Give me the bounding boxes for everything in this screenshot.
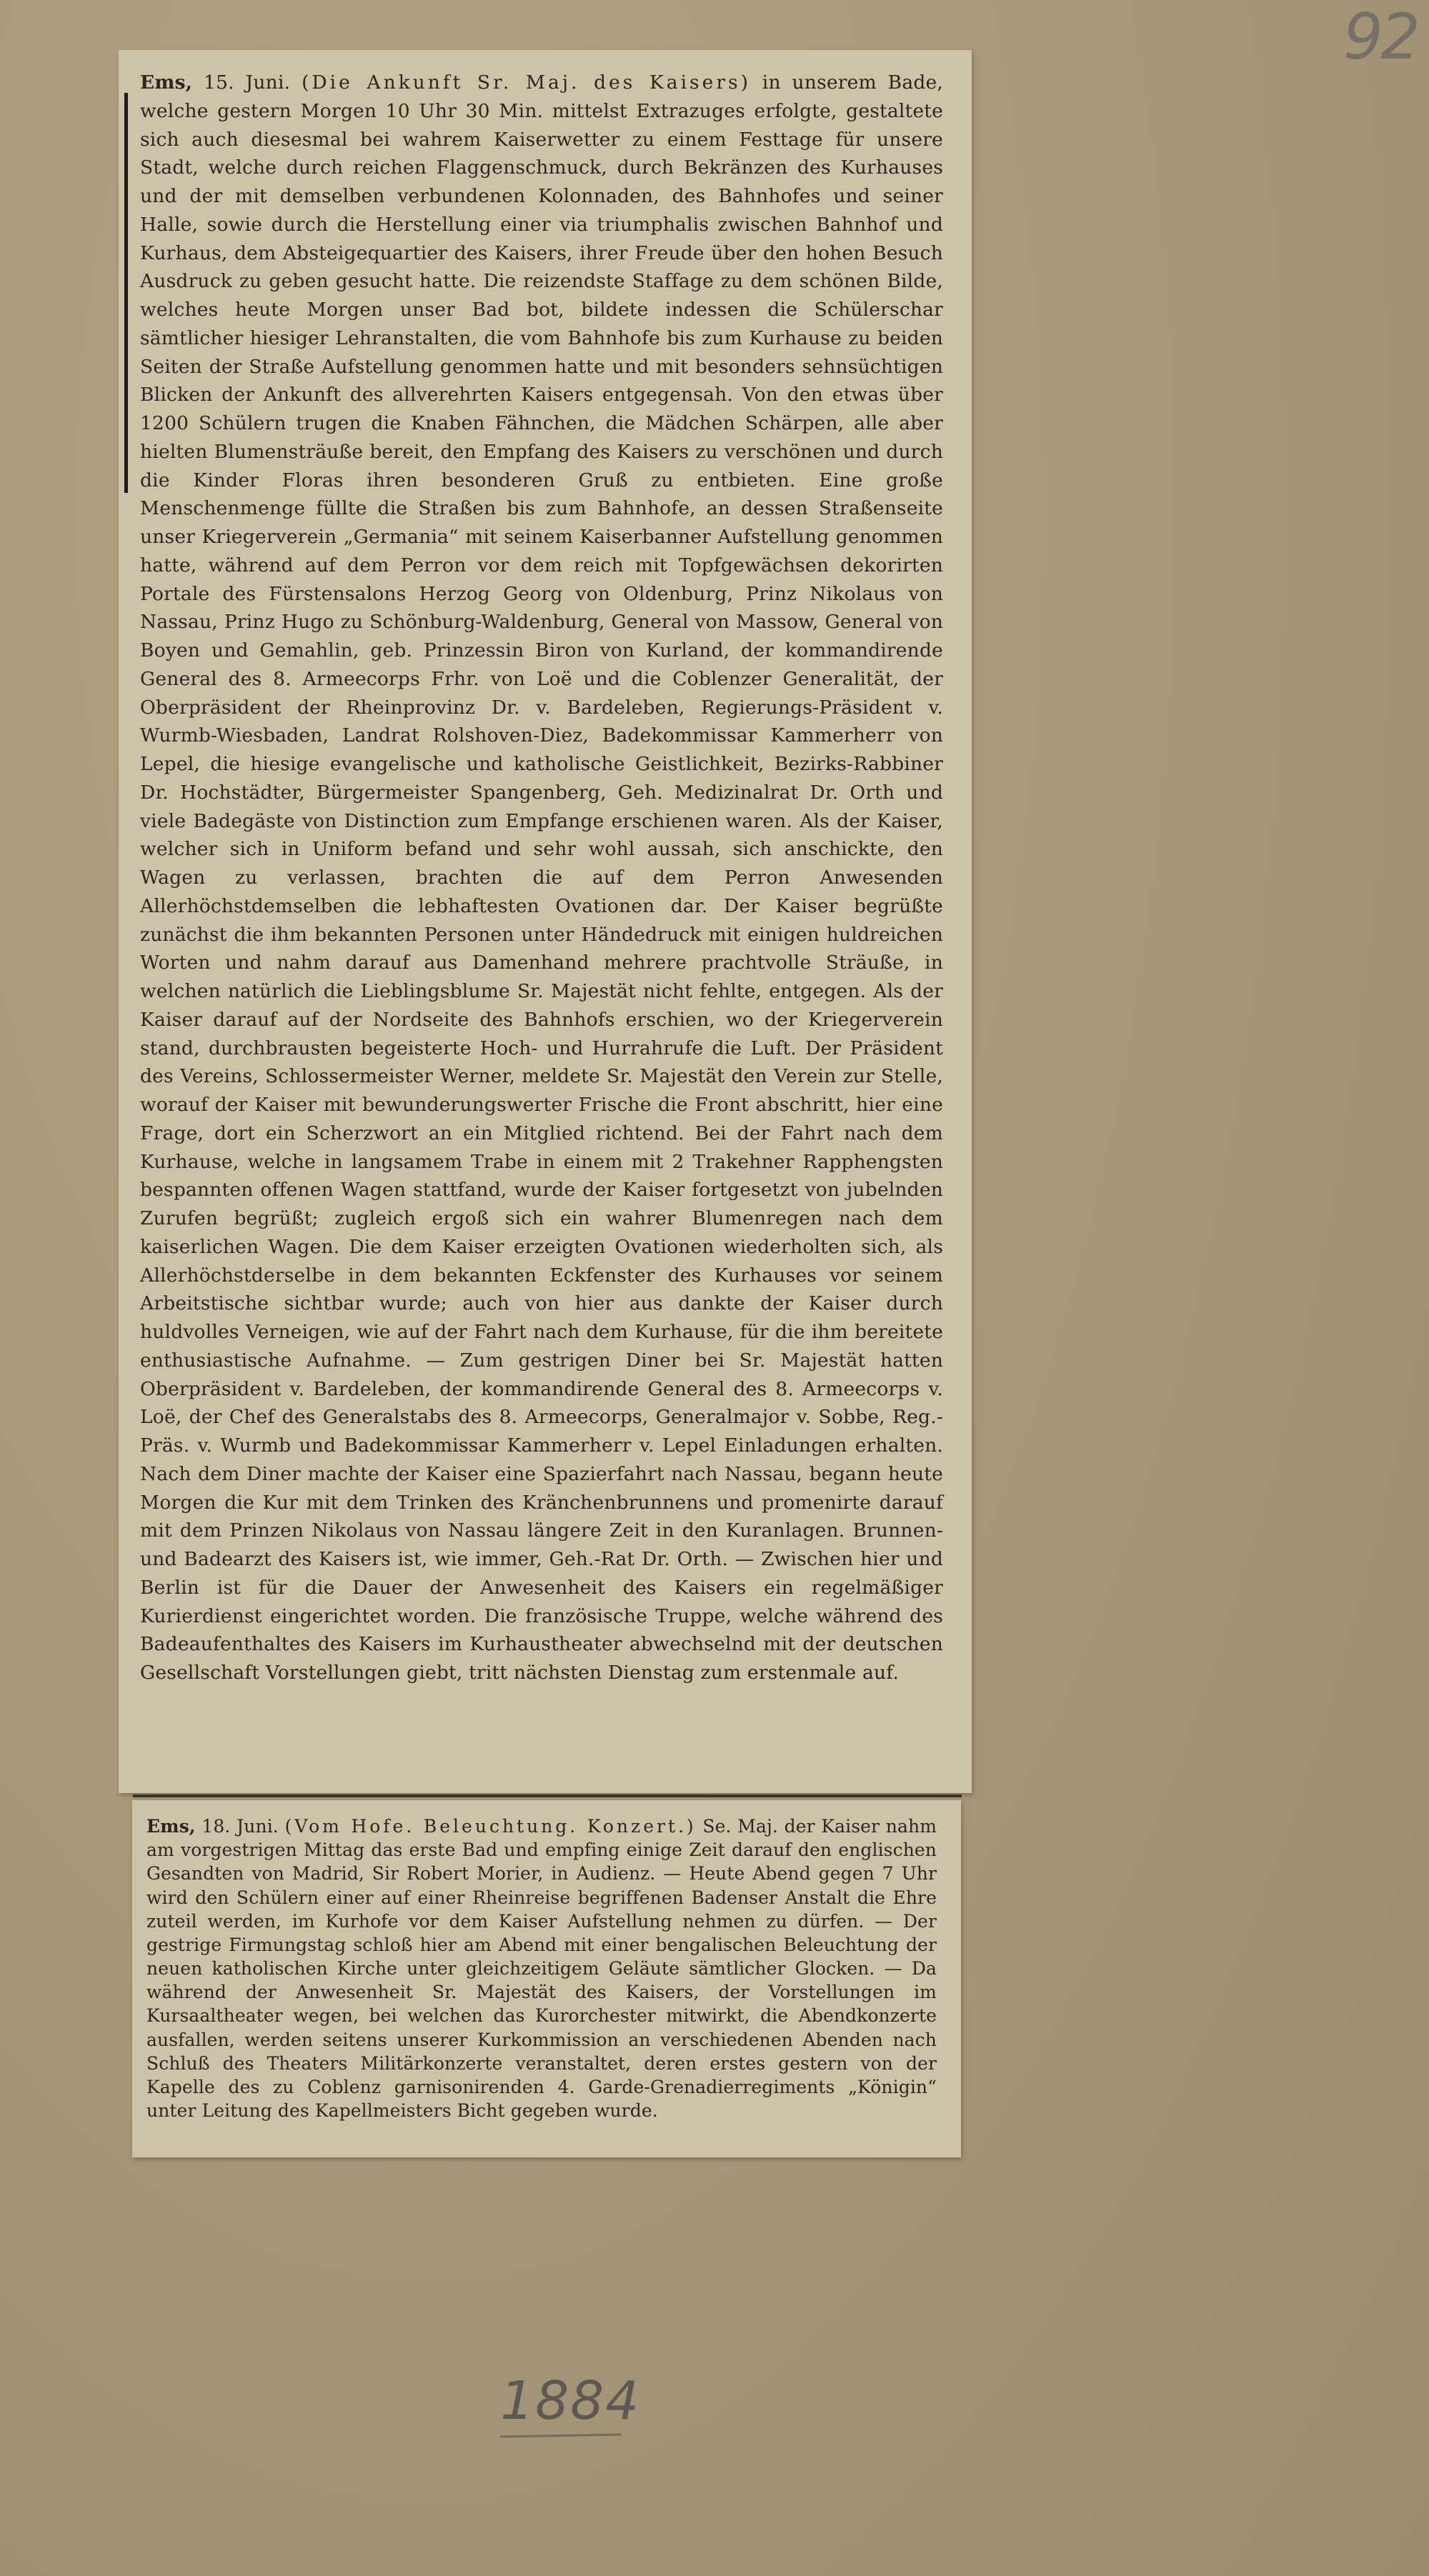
handwritten-year: 1884	[500, 2370, 641, 2432]
article-1-body: in unserem Bade, welche gestern Morgen 10 Uhr 30 Min. mittelst Extrazuges erfolgte, gestaltete sich auch diesesmal bei wahrem Kaiserwetter zu einem Festtage für unsere Stadt, welche durch reichen Flaggenschmuck, durch Bekränzen des Kurhauses und der mit demselben verbundenen Kolonnaden, des Bahnhofes und seiner Halle, sowie durch die Herstellung einer via triumphalis zwischen Bahnhof und Kurhaus, dem Absteigequartier des Kaisers, ihrer Freude über den hohen Besuch Ausdruck zu geben gesucht hatte. Die reizendste Staffage zu dem schönen Bilde, welches heute Morgen unser Bad bot, bildete indessen die Schülerschar sämtlicher hiesiger Lehranstalten, die vom Bahnhofe bis zum Kurhause zu beiden Seiten der Straße Aufstellung genommen hatte und mit besonders sehnsüchtigen Blicken der Ankunft des allverehrten Kaisers entgegensah. Von den etwas über 1200 Schülern trugen die Knaben Fähnchen, die Mädchen Schärpen, alle aber hielten Blumensträuße bereit, den Empfang des Kaisers zu verschönen und durch die Kinder Floras ihren besonderen Gruß zu entbieten. Eine große Menschenmenge füllte die Straßen bis zum Bahnhofe, an dessen Straßenseite unser Kriegerverein „Germania“ mit seinem Kaiserbanner Aufstellung genommen hatte, während auf dem Perron vor dem reich mit Topfgewächsen dekorirten Portale des Fürstensalons Herzog Georg von Oldenburg, Prinz Nikolaus von Nassau, Prinz Hugo zu Schönburg-Waldenburg, General von Massow, General von Boyen und Gemahlin, geb. Prinzessin Biron von Kurland, der kommandirende General des 8. Armeecorps Frhr. von Loë und die Coblenzer Generalität, der Oberpräsident der Rheinprovinz Dr. v. Bardeleben, Regierungs-Präsident v. Wurmb-Wiesbaden, Landrat Rolshoven-Diez, Badekommissar Kammerherr von Lepel, die hiesige evangelische und katholische Geistlichkeit, Bezirks-Rabbiner Dr. Hochstädter, Bürgermeister Spangenberg, Geh. Medizinalrat Dr. Orth und viele Badegäste von Distinction zum Empfange erschienen waren. Als der Kaiser, welcher sich in Uniform befand und sehr wohl aussah, sich anschickte, den Wagen zu verlassen, brachten die auf dem Perron Anwesenden Allerhöchstdemselben die lebhaftesten Ovationen dar. Der Kaiser begrüßte zunächst die ihm bekannten Personen unter Händedruck mit einigen huldreichen Worten und nahm darauf aus Damenhand mehrere prachtvolle Sträuße, in welchen natürlich die Lieblingsblume Sr. Majestät nicht fehlte, entgegen. Als der Kaiser darauf auf der Nordseite des Bahnhofs erschien, wo der Kriegerverein stand, durchbrausten begeisterte Hoch- und Hurrahrufe die Luft. Der Präsident des Vereins, Schlossermeister Werner, meldete Sr. Majestät den Verein zur Stelle, worauf der Kaiser mit bewunderungswerter Frische die Front abschritt, hier eine Frage, dort ein Scherzwort an ein Mitglied richtend. Bei der Fahrt nach dem Kurhause, welche in langsamem Trabe in einem mit 2 Trakehner Rapphengsten bespannten offenen Wagen stattfand, wurde der Kaiser fortgesetzt von jubelnden Zurufen begrüßt; zugleich ergoß sich ein wahrer Blumenregen nach dem kaiserlichen Wagen. Die dem Kaiser erzeigten Ovationen wiederholten sich, als Allerhöchstderselbe in dem bekannten Eckfenster des Kurhauses vor seinem Arbeitstische sichtbar wurde; auch von hier aus dankte der Kaiser durch huldvolles Verneigen, wie auf der Fahrt nach dem Kurhause, für die ihm bereitete enthusiastische Aufnahme. — Zum gestrigen Diner bei Sr. Majestät hatten Oberpräsident v. Bardeleben, der kommandirende General des 8. Armeecorps v. Loë, der Chef des Generalstabs des 8. Armeecorps, Generalmajor v. Sobbe, Reg.-Präs. v. Wurmb und Badekommissar Kammerherr v. Lepel Einladungen erhalten. Nach dem Diner machte der Kaiser eine Spazierfahrt nach Nassau, begann heute Morgen die Kur mit dem Trinken des Kränchenbrunnens und promenirte darauf mit dem Prinzen Nikolaus von Nassau längere Zeit in den Kuranlagen. Brunnen- und Badearzt des Kaisers ist, wie immer, Geh.-Rat Dr. Orth. — Zwischen hier und Berlin ist für die Dauer der Anwesenheit des Kaisers ein regelmäßiger Kurierdienst eingerichtet worden. Die französische Truppe, welche während des Badeaufenthaltes des Kaisers im Kurhaustheater abwechselnd mit der deutschen Gesellschaft Vorstellungen giebt, tritt nächsten Dienstag zum erstenmale auf.	[140, 71, 944, 1684]
article-1-title: (Die Ankunft Sr. Maj. des Kaisers)	[302, 71, 751, 94]
article-1-date: 15. Juni.	[204, 71, 291, 94]
separator-rule	[133, 1794, 962, 1797]
article-2-place: Ems,	[146, 1816, 196, 1837]
article-2-date: 18. Juni.	[201, 1816, 279, 1837]
article-1-text	[119, 50, 972, 1687]
margin-pen-mark	[124, 93, 128, 493]
newspaper-clipping-1	[119, 50, 972, 1793]
newspaper-clipping-2	[132, 1800, 961, 2157]
article-2-text	[132, 1800, 961, 2122]
article-2-body: Se. Maj. der Kaiser nahm am vorgestrigen Mittag das erste Bad und empfing einige Zeit darauf den englischen Gesandten von Madrid, Sir Robert Morier, in Audienz. — Heute Abend gegen 7 Uhr wird den Schülern einer auf einer Rheinreise begriffenen Badenser Anstalt die Ehre zuteil werden, im Kurhofe vor dem Kaiser Aufstellung nehmen zu dürfen. — Der gestrige Firmungstag schloß hier am Abend mit einer bengalischen Beleuchtung der neuen katholischen Kirche unter gleichzeitigem Geläute sämtlicher Glocken. — Da während der Anwesenheit Sr. Majestät des Kaisers, der Vorstellungen im Kursaaltheater wegen, bei welchen das Kurorchester mitwirkt, die Abendkonzerte ausfallen, werden seitens unserer Kurkommission an verschiedenen Abenden nach Schluß des Theaters Militärkonzerte veranstaltet, deren erstes gestern von der Kapelle des zu Coblenz garnisonirenden 4. Garde-Grenadierregiments „Königin“ unter Leitung des Kapellmeisters Bicht gegeben wurde.	[146, 1816, 937, 2122]
year-underline	[500, 2434, 622, 2438]
archive-page-number: 92	[1343, 0, 1418, 74]
article-1-place: Ems,	[140, 71, 193, 94]
article-2-title: (Vom Hofe. Beleuchtung. Konzert.)	[284, 1816, 697, 1837]
